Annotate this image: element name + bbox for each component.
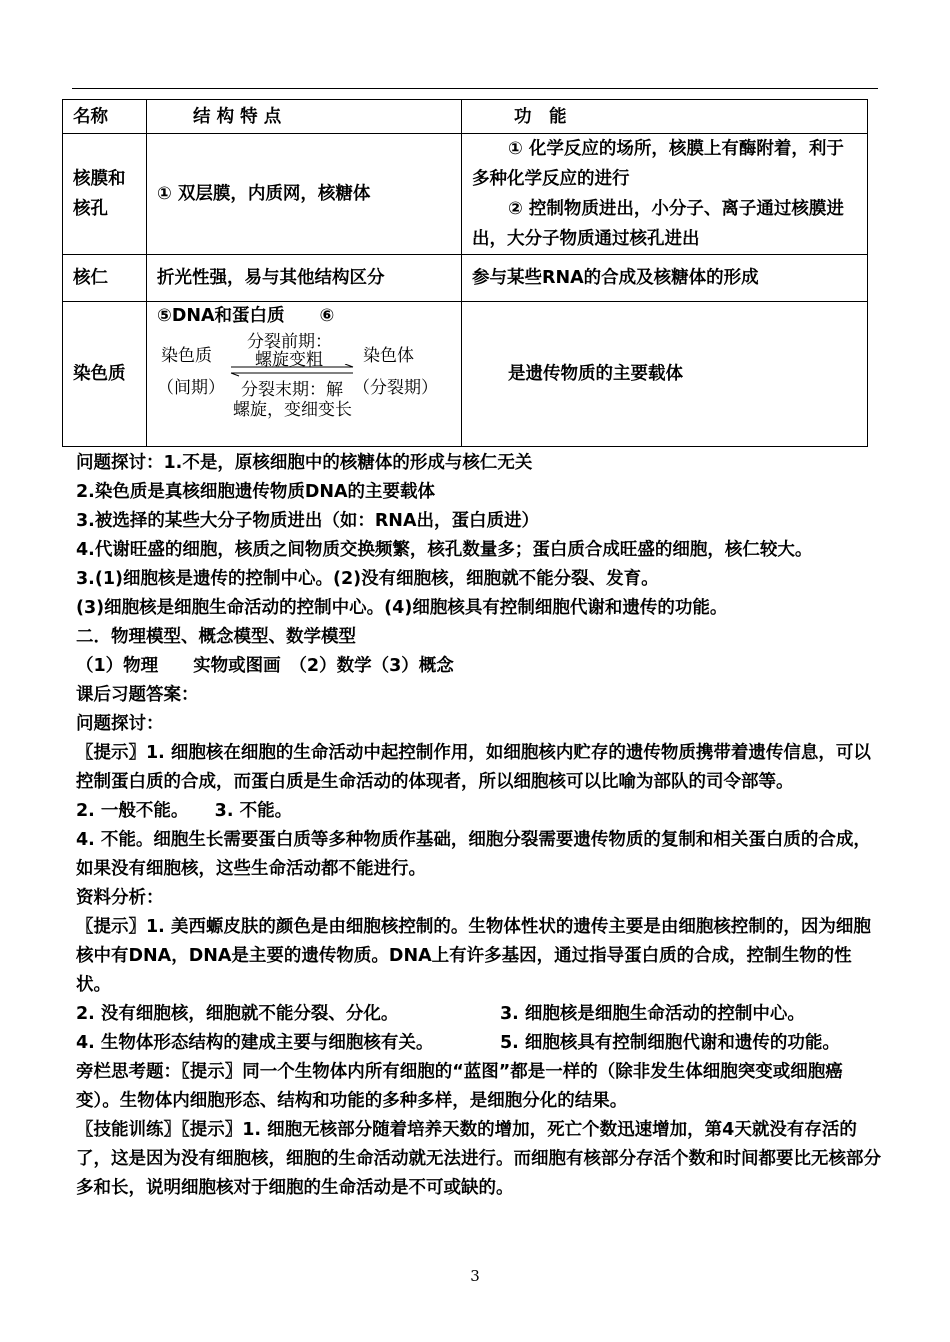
- row-structure: 折光性强，易与其他结构区分: [147, 255, 462, 302]
- pair-right: 3. 细胞核是细胞生命活动的控制中心。: [500, 1004, 805, 1024]
- text-line: 3.(1)细胞核是遗传的控制中心。(2)没有细胞核，细胞就不能分裂、发育。: [76, 569, 659, 589]
- diagram-above-1: 分裂前期：: [247, 332, 332, 352]
- nucleus-structure-table: [62, 99, 868, 447]
- function-line: ① 化学反应的场所，核膜上有酶附着，利于多种化学反应的进行: [472, 139, 844, 189]
- text-paragraph: 4. 不能。细胞生长需要蛋白质等多种物质作基础，细胞分裂需要遗传物质的复制和相关蛋白质的合成，如果没有细胞核，这些生命活动都不能进行。: [76, 830, 871, 879]
- header-function: 功 能: [462, 100, 868, 134]
- row-name: 核仁: [63, 255, 147, 302]
- header-structure: 结 构 特 点: [147, 100, 462, 134]
- diagram-heading: ⑤DNA和蛋白质 ⑥: [157, 306, 335, 326]
- diagram-right-bottom: （分裂期）: [353, 378, 438, 398]
- text-paragraph: 〖提示〗1. 美西螈皮肤的颜色是由细胞核控制的。生物体性状的遗传主要是由细胞核控制的，因为细胞核中有DNA，DNA是主要的遗传物质。DNA上有许多基因，通过指导蛋白质的合成，控制生物的性状。: [76, 917, 871, 995]
- row-function: 是遗传物质的主要载体: [462, 302, 868, 447]
- text-line: 课后习题答案：: [76, 685, 199, 705]
- text-paragraph: 旁栏思考题：〖提示〗同一个生物体内所有细胞的“蓝图”都是一样的（除非发生体细胞突变或细胞癌变）。生物体内细胞形态、结构和功能的多种多样，是细胞分化的结果。: [76, 1062, 843, 1111]
- text-line-pair: [76, 1000, 886, 1029]
- diagram-above-2: 螺旋变粗: [255, 350, 323, 370]
- pair-left: 4. 生物体形态结构的建成主要与细胞核有关。: [76, 1033, 434, 1053]
- text-line: 资料分析：: [76, 888, 164, 908]
- text-line: 3.被选择的某些大分子物质进出（如：RNA出，蛋白质进）: [76, 511, 539, 531]
- diagram-right-top: 染色体: [363, 346, 414, 366]
- diagram-left-bottom: （间期）: [157, 378, 225, 398]
- table-row: [63, 255, 868, 302]
- row-function: [462, 134, 868, 255]
- header-name: 名称: [63, 100, 147, 134]
- text-line: 2. 一般不能。 3. 不能。: [76, 801, 293, 821]
- text-line: 问题探讨：: [76, 714, 164, 734]
- text-paragraph: 〖技能训练〗〖提示〗1. 细胞无核部分随着培养天数的增加，死亡个数迅速增加，第4天就没有存活的了，这是因为没有细胞核，细胞的生命活动就无法进行。而细胞有核部分存活个数和时间都要比无核部分多和长，说明细胞核对于细胞的生命活动是不可或缺的。: [76, 1120, 881, 1198]
- diagram-below-2: 螺旋，变细变长: [233, 400, 352, 420]
- row-function: 参与某些RNA的合成及核糖体的形成: [462, 255, 868, 302]
- pair-right: 5. 细胞核具有控制细胞代谢和遗传的功能。: [500, 1033, 840, 1053]
- table-row: [63, 134, 868, 255]
- table-row: [63, 302, 868, 447]
- double-arrow-icon: [227, 364, 357, 378]
- text-line: 2.染色质是真核细胞遗传物质DNA的主要载体: [76, 482, 436, 502]
- diagram-left-top: 染色质: [161, 346, 212, 366]
- text-line: 4.代谢旺盛的细胞，核质之间物质交换频繁，核孔数量多；蛋白质合成旺盛的细胞，核仁较大。: [76, 540, 813, 560]
- table-header-row: [63, 100, 868, 134]
- diagram-below-1: 分裂末期：解: [241, 380, 343, 400]
- pair-left: 2. 没有细胞核，细胞就不能分裂、分化。: [76, 1004, 399, 1024]
- section-heading: 二．物理模型、概念模型、数学模型: [76, 627, 356, 647]
- row-name: 染色质: [63, 302, 147, 447]
- row-structure: [147, 302, 462, 447]
- text-line-pair: [76, 1029, 886, 1058]
- text-line: 问题探讨：1.不是，原核细胞中的核糖体的形成与核仁无关: [76, 453, 533, 473]
- page-number: 3: [470, 1267, 480, 1285]
- function-line: ② 控制物质进出，小分子、离子通过核膜进出，大分子物质通过核孔进出: [472, 199, 844, 249]
- answer-text: [76, 449, 886, 1203]
- text-line: （1）物理 实物或图画 （2）数学（3）概念: [76, 656, 454, 676]
- row-structure: ① 双层膜，内质网，核糖体: [147, 134, 462, 255]
- row-name: 核膜和核孔: [63, 134, 147, 255]
- chromatin-diagram: [157, 306, 451, 418]
- header-rule: [72, 88, 878, 89]
- text-paragraph: 〖提示〗1. 细胞核在细胞的生命活动中起控制作用，如细胞核内贮存的遗传物质携带着遗传信息，可以控制蛋白质的合成，而蛋白质是生命活动的体现者，所以细胞核可以比喻为部队的司令部等。: [76, 743, 871, 792]
- text-line: (3)细胞核是细胞生命活动的控制中心。(4)细胞核具有控制细胞代谢和遗传的功能。: [76, 598, 728, 618]
